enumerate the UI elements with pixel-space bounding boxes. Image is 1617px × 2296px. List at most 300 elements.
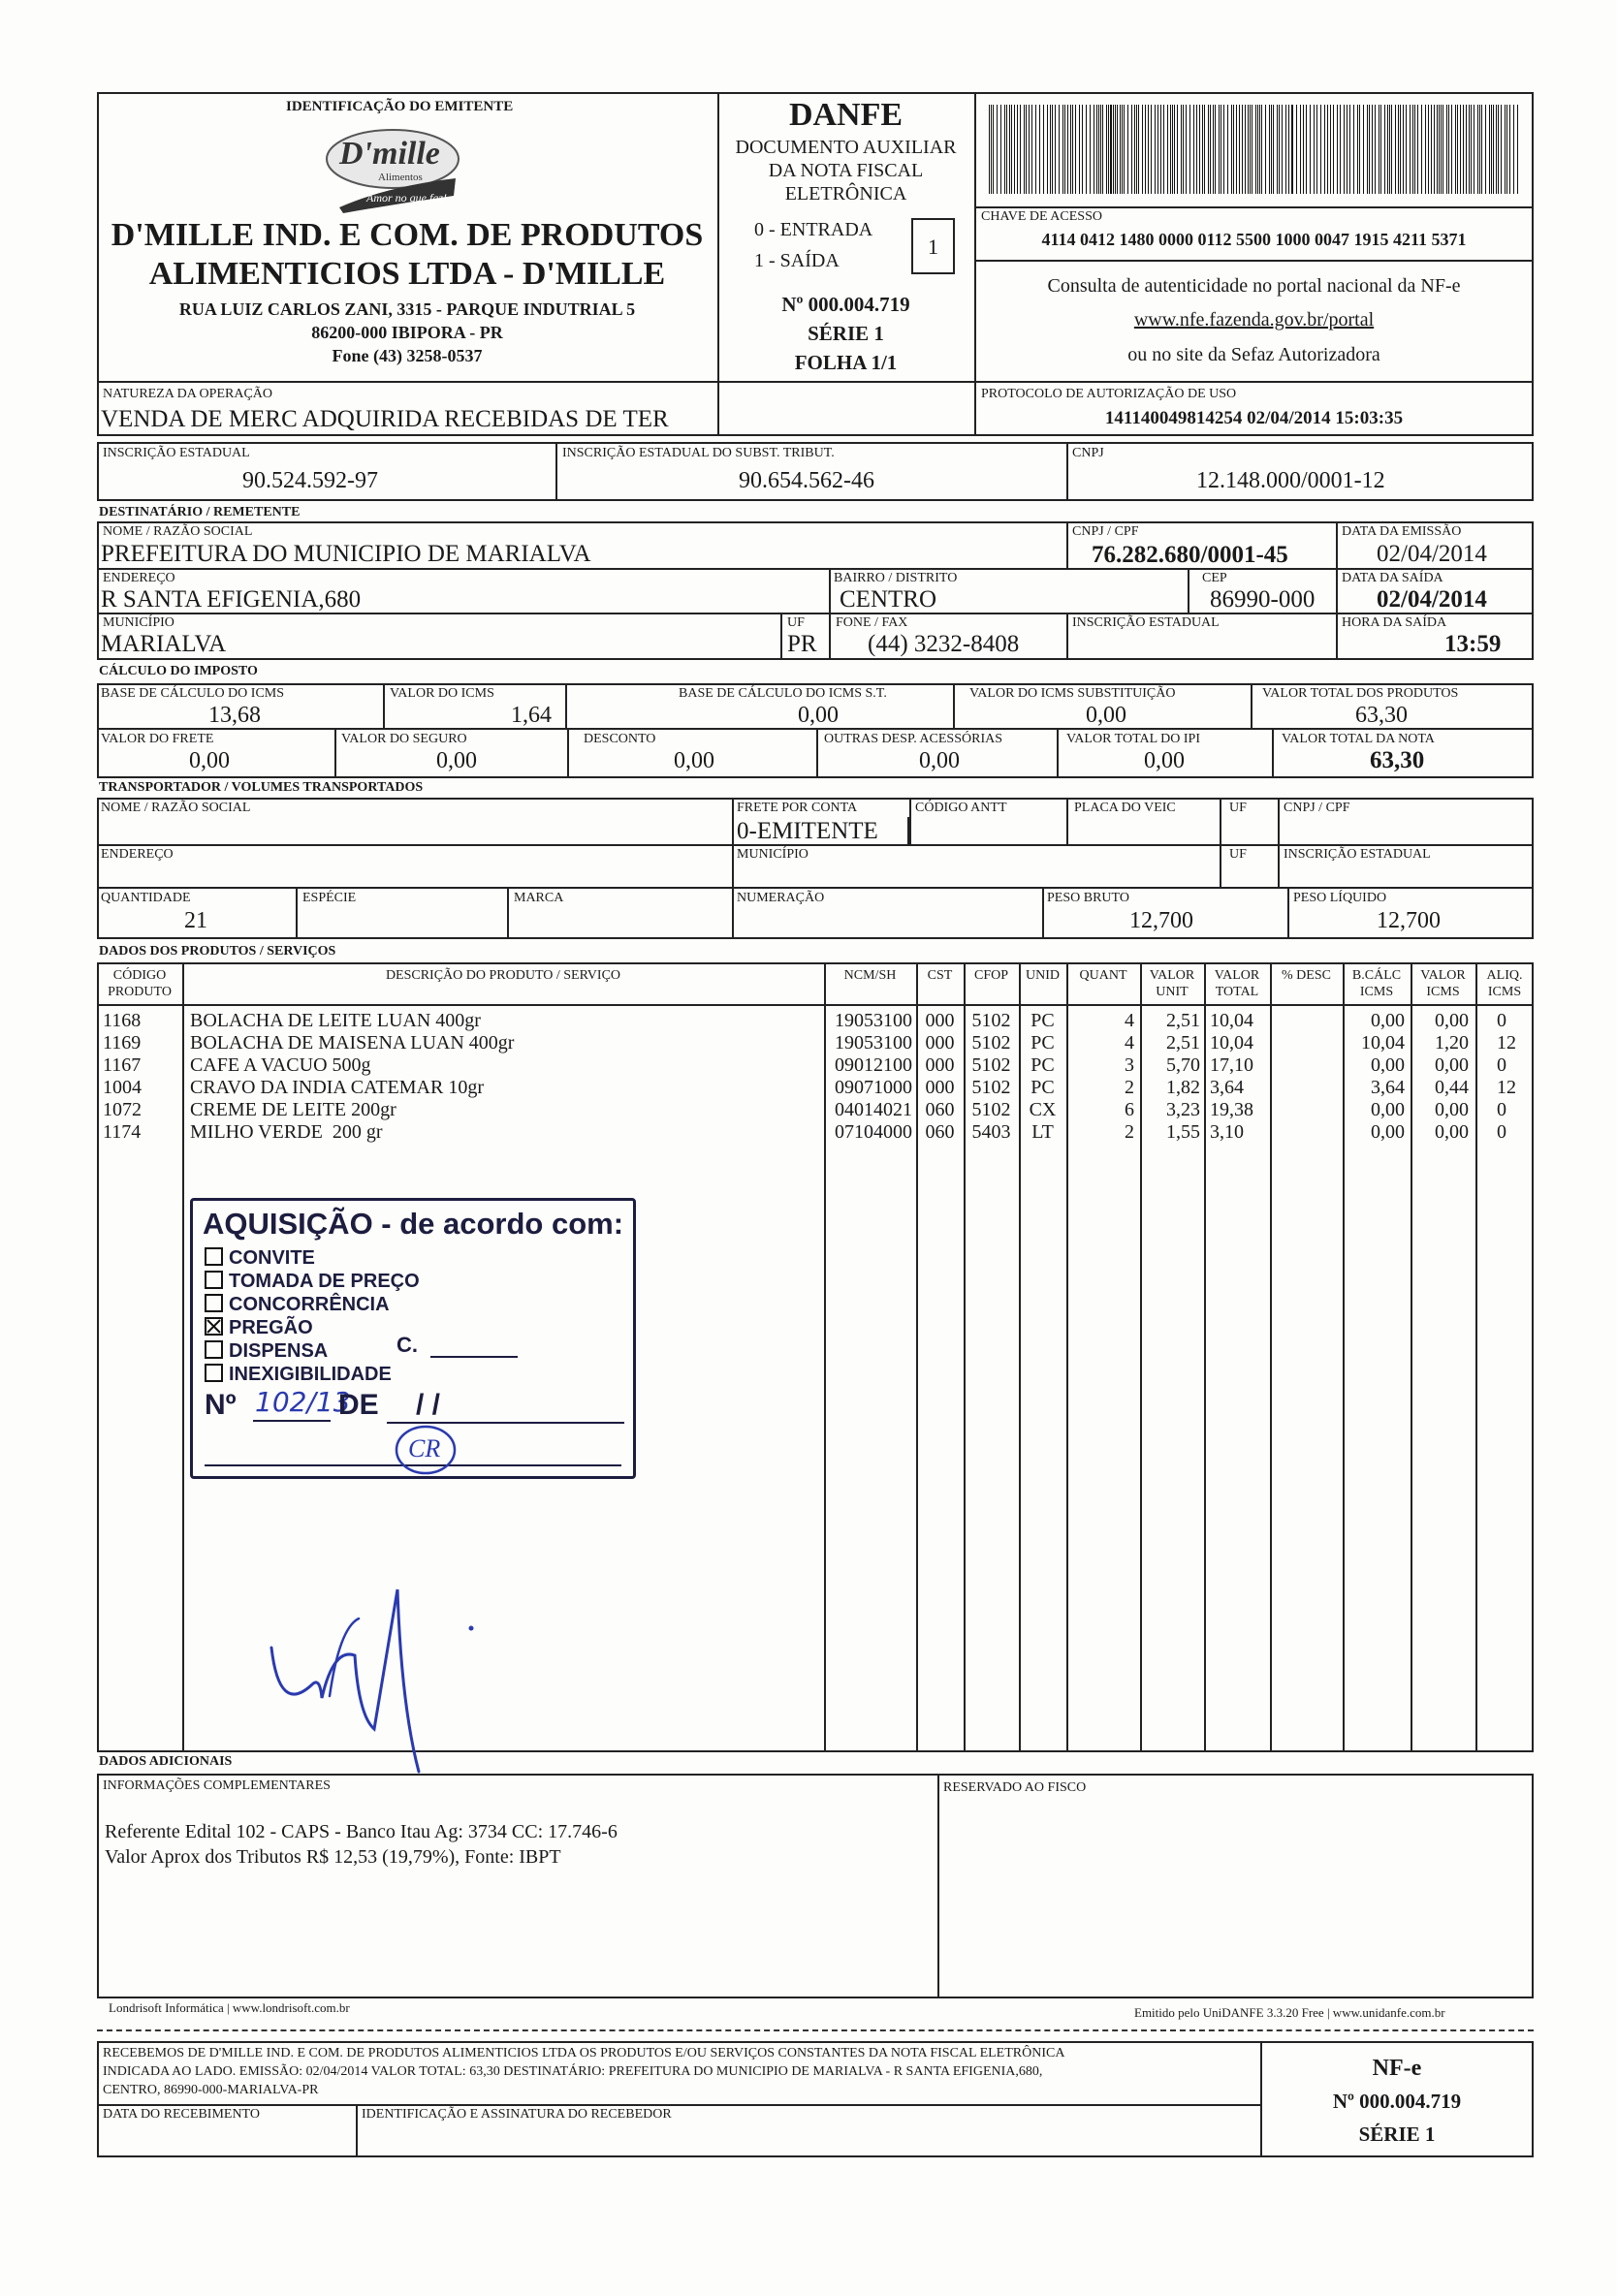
stamp-option-tomada: TOMADA DE PREÇO [205,1271,420,1291]
th-unit-value: VALOR UNIT [1149,968,1195,999]
barcode-bar [1506,105,1507,194]
barcode-bar [1357,105,1358,194]
barcode-bar [1477,105,1478,194]
discount: 0,00 [674,748,714,773]
base-icms-label: BASE DE CÁLCULO DO ICMS [101,686,285,701]
checkbox-inexigibilidade [205,1364,223,1382]
barcode-bar [1257,105,1258,194]
info-line1: Referente Edital 102 - CAPS - Banco Itau Ag: 3734 CC: 17.746-6 [105,1821,618,1842]
quantity-label: QUANTIDADE [101,891,191,905]
barcode-bar [1062,105,1063,194]
barcode-bar [1310,105,1311,194]
barcode-bar [1210,105,1211,194]
phone-label: FONE / FAX [836,615,908,630]
base-icms: 13,68 [208,703,261,728]
divider [567,728,569,778]
th-icms-value: VALOR ICMS [1420,968,1466,999]
barcode [989,105,1522,194]
barcode-bar [1127,105,1128,194]
barcode-bar [1098,105,1099,194]
barcode-bar [1035,105,1036,194]
barcode-bar [1359,105,1360,194]
divider [97,613,1534,614]
barcode-bar [1421,105,1422,194]
divider [1057,728,1059,778]
barcode-bar [1245,105,1246,194]
handwritten-signature [262,1531,494,1783]
recipient-name-label: NOME / RAZÃO SOCIAL [103,524,253,539]
barcode-bar [1059,105,1060,194]
transport-section-label: TRANSPORTADOR / VOLUMES TRANSPORTADOS [99,780,424,795]
danfe-folha: FOLHA 1/1 [794,351,898,374]
barcode-bar [1403,105,1404,194]
barcode-bar [1124,105,1125,194]
stamp-number-prefix: Nº [205,1389,237,1421]
info-label: INFORMAÇÕES COMPLEMENTARES [103,1778,331,1793]
insurance-label: VALOR DO SEGURO [341,732,467,746]
quantity: 21 [184,908,207,933]
recipient-address: R SANTA EFIGENIA,680 [101,586,362,613]
barcode-bar [1011,105,1012,194]
divider [97,887,1534,889]
th-base-icms: B.CÁLC ICMS [1351,968,1402,999]
barcode-bar [1072,105,1073,194]
divider [97,2104,1260,2106]
receipt-serie: SÉRIE 1 [1358,2123,1436,2146]
freight-label: VALOR DO FRETE [101,732,214,746]
barcode-bar [1157,105,1158,194]
barcode-bar [1441,105,1442,194]
barcode-bar [1186,105,1187,194]
company-phone: Fone (43) 3258-0537 [332,346,483,365]
additional-block [97,1774,1534,1998]
barcode-bar [1505,105,1506,194]
barcode-bar [1425,105,1426,194]
barcode-bar [1517,105,1518,194]
barcode-bar [1009,105,1010,194]
barcode-bar [1219,105,1220,194]
barcode-bar [1369,105,1370,194]
barcode-bar [1391,105,1392,194]
col-code: 1168 1169 1167 1004 1072 1174 [103,1010,142,1143]
divider [974,206,1534,208]
company-name-line2: ALIMENTICIOS LTDA - D'MILLE [148,256,666,292]
divider [383,683,385,728]
barcode-bar [1491,105,1492,194]
barcode-bar [1330,105,1331,194]
barcode-bar [1414,105,1415,194]
barcode-bar [1052,105,1053,194]
barcode-bar [1513,105,1514,194]
danfe-sub1: DOCUMENTO AUXILIAR [735,137,957,158]
stamp-date-prefix: DE [338,1389,379,1421]
barcode-bar [1079,105,1080,194]
barcode-bar [1102,105,1103,194]
barcode-bar [1181,105,1182,194]
gross-weight-label: PESO BRUTO [1047,891,1129,905]
barcode-bar [1120,105,1121,194]
consult-line1: Consulta de autenticidade no portal nacional da NF-e [1047,275,1461,297]
brand-label: MARCA [514,891,564,905]
barcode-bar [1000,105,1001,194]
saida-label: 1 - SAÍDA [754,250,840,271]
city-label: MUNICÍPIO [103,615,174,630]
barcode-bar [1327,105,1328,194]
barcode-bar [1428,105,1429,194]
checkbox-dispensa [205,1340,223,1359]
ipi-label: VALOR TOTAL DO IPI [1066,732,1200,746]
barcode-bar [1380,105,1381,194]
receipt-number: Nº 000.004.719 [1332,2090,1462,2113]
district-label: BAIRRO / DISTRITO [834,571,958,585]
barcode-bar [1489,105,1490,194]
barcode-bar [1296,105,1297,194]
barcode-bar [1202,105,1203,194]
col-cst: 000 000 000 000 060 060 [925,1010,955,1143]
barcode-bar [1250,105,1251,194]
barcode-bar [1223,105,1224,194]
barcode-bar [1501,105,1502,194]
barcode-bar [997,105,998,194]
barcode-bar [1363,105,1364,194]
barcode-bar [1055,105,1056,194]
cep-label: CEP [1202,571,1227,585]
barcode-bar [1017,105,1018,194]
barcode-bar [1208,105,1209,194]
danfe-number: Nº 000.004.719 [781,293,910,316]
barcode-bar [1347,105,1348,194]
gross-weight: 12,700 [1129,908,1193,933]
divider [97,844,1534,846]
barcode-bar [1086,105,1087,194]
barcode-bar [1213,105,1214,194]
other-expenses: 0,00 [919,748,960,773]
uf: PR [787,631,817,657]
col-ncm: 19053100 19053100 09012100 09071000 04014021 07104000 [835,1010,912,1143]
barcode-bar [1117,105,1118,194]
divider [1066,798,1068,844]
barcode-bar [1389,105,1390,194]
barcode-bar [1100,105,1101,194]
ie-value: 90.524.592-97 [242,468,378,493]
stamp-date-slashes: / / [416,1389,441,1421]
barcode-bar [1498,105,1499,194]
barcode-bar [1148,105,1149,194]
th-cfop: CFOP [973,968,1009,983]
barcode-bar [1142,105,1143,194]
antt-label: CÓDIGO ANTT [915,801,1007,815]
barcode-bar [1412,105,1413,194]
stamp-initials: CR [408,1434,441,1463]
emission-label: DATA DA EMISSÃO [1342,524,1462,539]
barcode-bar [1273,105,1274,194]
divider [937,1774,939,1998]
th-description: DESCRIÇÃO DO PRODUTO / SERVIÇO [385,968,621,983]
barcode-bar [1106,105,1107,194]
barcode-bar [1466,105,1467,194]
recipient-name: PREFEITURA DO MUNICIPIO DE MARIALVA [101,541,591,567]
operation-label: NATUREZA DA OPERAÇÃO [103,387,273,401]
barcode-bar [1398,105,1399,194]
divider [974,92,976,436]
barcode-bar [1479,105,1480,194]
plate-label: PLACA DO VEIC [1074,801,1176,815]
stamp-option-inexigibilidade: INEXIGIBILIDADE [205,1364,392,1384]
stamp-option-pregao: PREGÃO [205,1317,313,1337]
barcode-bar [1410,105,1411,194]
col-icms-value: 0,00 1,20 0,00 0,44 0,00 0,00 [1435,1010,1469,1143]
barcode-bar [1050,105,1051,194]
discount-label: DESCONTO [584,732,656,746]
barcode-bar [1075,105,1076,194]
divider [296,887,298,939]
barcode-bar [1493,105,1494,194]
barcode-bar [1375,105,1376,194]
th-discount: % DESC [1282,968,1331,983]
barcode-bar [1384,105,1385,194]
total-note-label: VALOR TOTAL DA NOTA [1282,732,1435,746]
type-value: 1 [928,235,938,259]
receipt-date-label: DATA DO RECEBIMENTO [103,2107,260,2122]
th-unit-of-measure: UNID [1026,968,1060,983]
divider [1066,613,1068,660]
access-key: 4114 0412 1480 0000 0112 5500 1000 0047 1915 4211 5371 [1041,230,1467,249]
barcode-bar [1277,105,1278,194]
barcode-bar [1138,105,1139,194]
carrier-city-label: MUNICÍPIO [737,847,808,862]
barcode-bar [1337,105,1338,194]
base-st: 0,00 [798,703,839,728]
icms: 1,64 [511,703,552,728]
freight: 0,00 [189,748,230,773]
divider [565,683,567,728]
barcode-bar [1043,105,1044,194]
barcode-bar [1395,105,1396,194]
ie-st-value: 90.654.562-46 [739,468,874,493]
ie-label: INSCRIÇÃO ESTADUAL [103,446,250,460]
barcode-bar [1242,105,1243,194]
numbering-label: NUMERAÇÃO [737,891,825,905]
emitter-section-label: IDENTIFICAÇÃO DO EMITENTE [286,99,514,114]
barcode-bar [1006,105,1007,194]
barcode-bar [1259,105,1260,194]
receipt-text-line2: INDICADA AO LADO. EMISSÃO: 02/04/2014 VALOR TOTAL: 63,30 DESTINATÁRIO: PREFEITURA DO MUNICIPIO DE MARIALVA - R SANTA EFIGENIA,680, [103,2064,1043,2079]
barcode-bar [1349,105,1350,194]
net-weight-label: PESO LÍQUIDO [1293,891,1387,905]
barcode-bar [989,105,990,194]
access-key-label: CHAVE DE ACESSO [981,209,1102,224]
checkbox-tomada [205,1271,223,1289]
divider [974,260,1534,262]
barcode-bar [1314,105,1315,194]
barcode-bar [1174,105,1175,194]
stamp-handwritten-number: 102/13 [255,1386,351,1418]
barcode-bar [1204,105,1205,194]
danfe-title: DANFE [788,97,904,133]
barcode-bar [1096,105,1097,194]
recipient-cnpj: 76.282.680/0001-45 [1092,542,1288,568]
stamp-number-line [253,1420,331,1422]
recipient-cnpj-label: CNPJ / CPF [1072,524,1139,539]
district: CENTRO [840,586,936,613]
th-cst: CST [927,968,953,983]
net-weight: 12,700 [1377,908,1441,933]
stamp-dispensa-c: C. [396,1333,418,1357]
species-label: ESPÉCIE [302,891,357,905]
stamp-option-concorrencia: CONCORRÊNCIA [205,1294,390,1314]
danfe-sub2: DA NOTA FISCAL [768,160,924,181]
barcode-bar [1039,105,1040,194]
barcode-bar [1026,105,1027,194]
barcode-bar [1108,105,1109,194]
divider [909,798,911,844]
th-code: CÓDIGO PRODUTO [108,968,172,999]
total-products: 63,30 [1355,703,1408,728]
barcode-bar [1177,105,1178,194]
barcode-bar [1437,105,1438,194]
barcode-bar [1463,105,1464,194]
portal-link[interactable]: www.nfe.fazenda.gov.br/portal [1133,309,1375,330]
barcode-bar [1067,105,1068,194]
barcode-bar [1113,105,1114,194]
barcode-bar [1160,105,1161,194]
barcode-bar [1448,105,1449,194]
ipi: 0,00 [1144,748,1185,773]
barcode-bar [1282,105,1283,194]
barcode-bar [1110,105,1112,194]
barcode-bar [991,105,992,194]
barcode-bar [1004,105,1005,194]
barcode-bar [1265,105,1266,194]
barcode-bar [1320,105,1321,194]
barcode-bar [1196,105,1197,194]
barcode-bar [1291,105,1293,194]
carrier-cnpj-label: CNPJ / CPF [1284,801,1350,815]
col-unit-of-measure: PC PC PC PC CX LT [1029,1010,1057,1143]
barcode-bar [1439,105,1440,194]
divider [1475,962,1477,1752]
divider [1204,962,1206,1752]
col-unit-value: 2,51 2,51 5,70 1,82 3,23 1,55 [1166,1010,1200,1143]
logo-tagline: Amor no que faz! [366,191,447,204]
carrier-address-label: ENDEREÇO [101,847,174,862]
icms-st: 0,00 [1086,703,1126,728]
barcode-bar [1020,105,1021,194]
footer-software-right: Emitido pelo UniDANFE 3.3.20 Free | www.unidanfe.com.br [1134,2005,1445,2020]
col-quantity: 4 4 3 2 6 2 [1125,1010,1134,1143]
divider [829,613,831,660]
consult-line2: ou no site da Sefaz Autorizadora [1127,344,1380,365]
barcode-bar [1172,105,1173,194]
barcode-bar [1255,105,1256,194]
barcode-bar [1481,105,1482,194]
divider [1066,442,1068,501]
city: MARIALVA [101,631,227,657]
barcode-bar [1457,105,1458,194]
barcode-bar [1115,105,1116,194]
barcode-bar [1145,105,1146,194]
barcode-bar [1372,105,1373,194]
barcode-bar [1446,105,1447,194]
th-ncm: NCM/SH [843,968,897,983]
cep: 86990-000 [1210,586,1316,613]
barcode-bar [1417,105,1418,194]
barcode-bar [1014,105,1015,194]
barcode-bar [1460,105,1461,194]
barcode-bar [1047,105,1048,194]
freight-value: 0-EMITENTE [737,818,878,844]
additional-section-label: DADOS ADICIONAIS [99,1754,233,1769]
barcode-bar [1344,105,1345,194]
barcode-bar [1324,105,1325,194]
recipient-section-label: DESTINATÁRIO / REMETENTE [99,505,301,519]
barcode-bar [1300,105,1301,194]
barcode-bar [1090,105,1091,194]
receipt-sign-label: IDENTIFICAÇÃO E ASSINATURA DO RECEBEDOR [362,2107,672,2122]
barcode-bar [1406,105,1407,194]
barcode-bar [1279,105,1280,194]
barcode-bar [1248,105,1249,194]
barcode-bar [1231,105,1232,194]
ie-st-label: INSCRIÇÃO ESTADUAL DO SUBST. TRIBUT. [562,446,835,460]
divider [1270,962,1272,1752]
barcode-bar [1333,105,1334,194]
barcode-bar [1136,105,1137,194]
divider [1251,683,1252,728]
barcode-bar [1215,105,1216,194]
barcode-bar [1269,105,1270,194]
protocol-value: 141140049814254 02/04/2014 15:03:35 [1104,408,1404,428]
divider [780,613,782,660]
barcode-bar [1193,105,1194,194]
divider [182,962,184,1752]
tear-off-line [97,2029,1534,2031]
barcode-bar [1082,105,1083,194]
barcode-bar [1151,105,1152,194]
fisco-label: RESERVADO AO FISCO [943,1780,1087,1795]
footer-software-left: Londrisoft Informática | www.londrisoft.com.br [109,2000,350,2015]
receipt-nfe: NF-e [1372,2056,1422,2081]
barcode-bar [1199,105,1200,194]
operation-value: VENDA DE MERC ADQUIRIDA RECEBIDAS DE TER [101,406,669,432]
exit-time-label: HORA DA SAÍDA [1342,615,1447,630]
barcode-bar [1134,105,1135,194]
barcode-bar [1455,105,1456,194]
barcode-bar [1469,105,1470,194]
logo-sub: Alimentos [378,172,423,183]
divider [1220,798,1221,887]
info-line2: Valor Aprox dos Tributos R$ 12,53 (19,79%), Fonte: IBPT [105,1846,561,1868]
protocol-label: PROTOCOLO DE AUTORIZAÇÃO DE USO [981,387,1237,401]
products-section-label: DADOS DOS PRODUTOS / SERVIÇOS [99,944,336,959]
divider [97,728,1534,730]
barcode-bar [1031,105,1032,194]
barcode-bar [1167,105,1168,194]
freight-by-label: FRETE POR CONTA [737,801,858,815]
divider [97,568,1534,570]
barcode-bar [1496,105,1497,194]
carrier-uf2-label: UF [1229,847,1247,862]
emission-date: 02/04/2014 [1377,541,1487,567]
other-expenses-label: OUTRAS DESP. ACESSÓRIAS [824,732,1002,746]
barcode-bar [993,105,994,194]
company-address: RUA LUIZ CARLOS ZANI, 3315 - PARQUE INDUTRIAL 5 [178,299,636,319]
barcode-bar [1485,105,1486,194]
barcode-bar [1431,105,1432,194]
exit-date-label: DATA DA SAÍDA [1342,571,1443,585]
acquisition-stamp [190,1198,636,1479]
company-city: 86200-000 IBIPORA - PR [311,323,503,342]
